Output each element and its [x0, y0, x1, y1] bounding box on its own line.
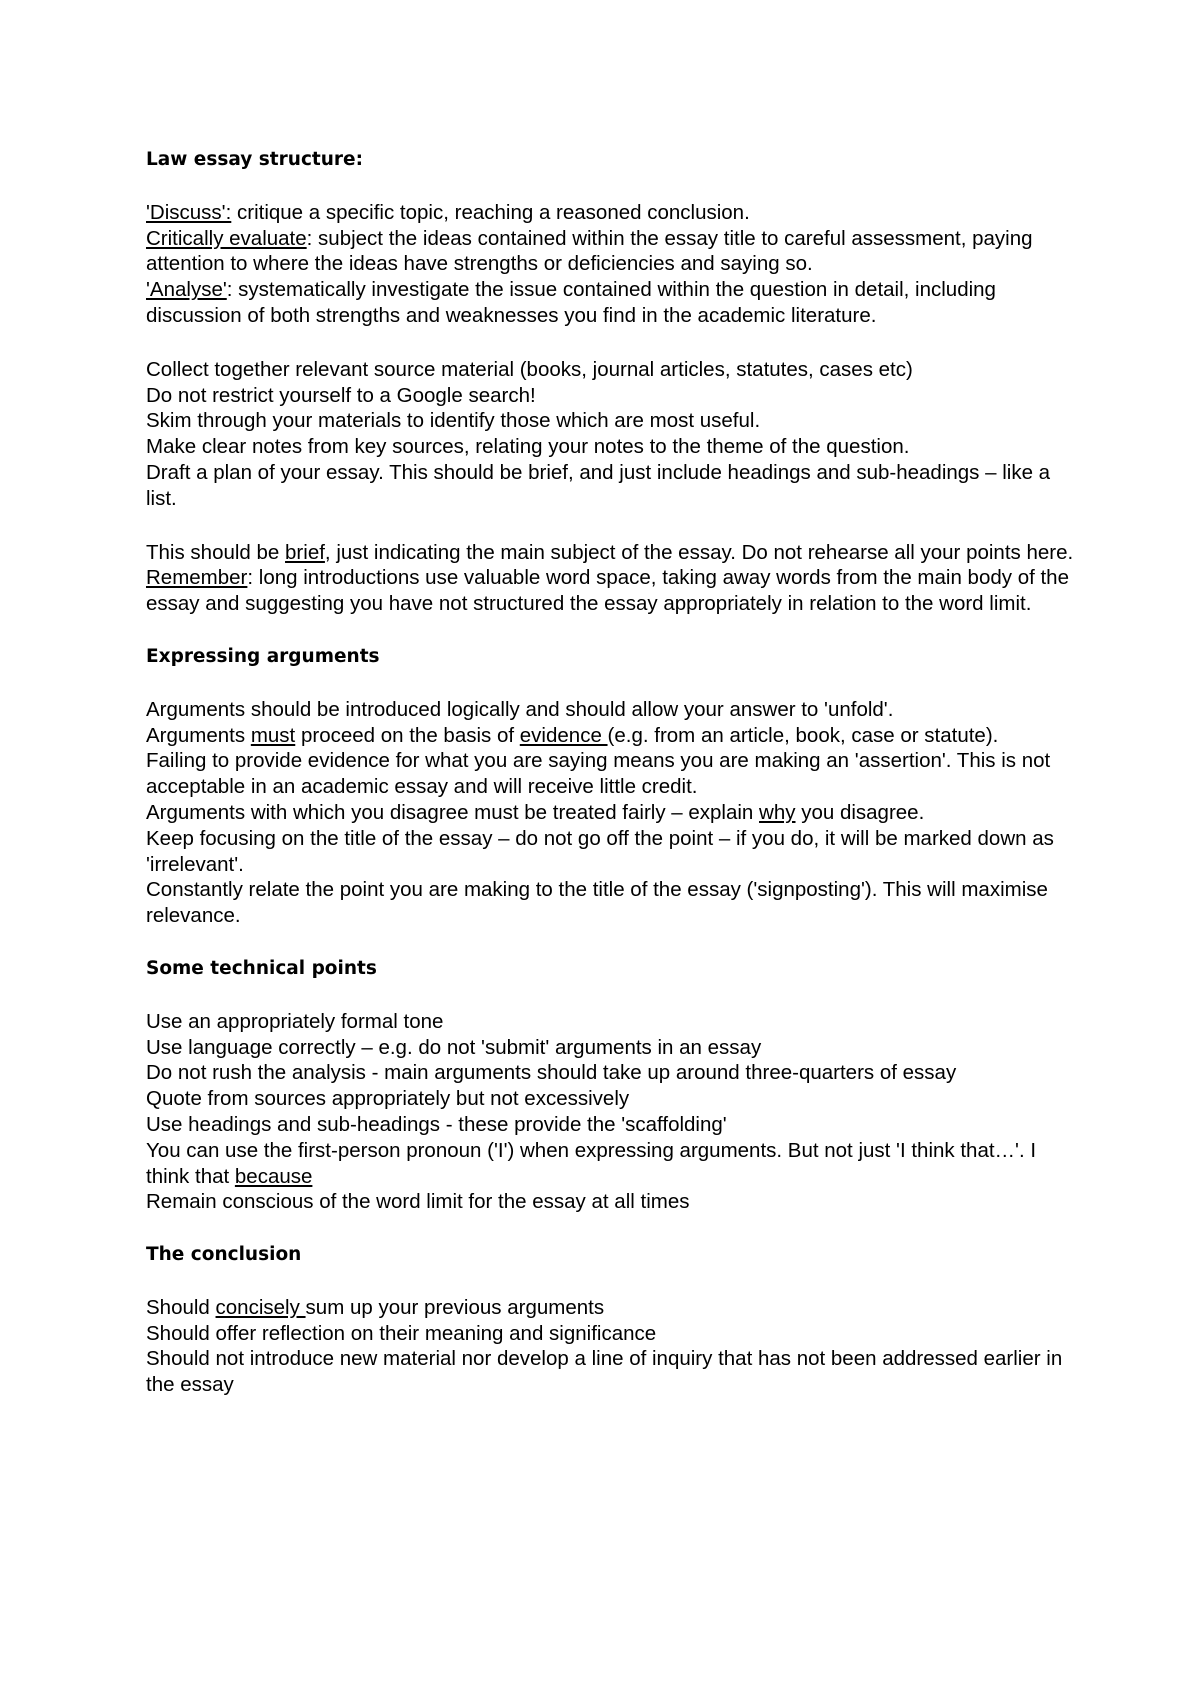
definition-analyse	[146, 277, 1076, 329]
conclusion-concisely-underlined: concisely	[215, 1295, 306, 1319]
definition-discuss	[146, 200, 1076, 226]
technical-l6-a: You can use the first-person pronoun ('I') when expressing arguments. But not just 'I think that…'. I think that	[146, 1138, 1037, 1188]
intro-brief-underlined: brief	[285, 540, 325, 564]
expressing-l2-a: Arguments	[146, 723, 251, 747]
term-discuss: 'Discuss':	[146, 200, 232, 224]
preparation-line-4: Make clear notes from key sources, relating your notes to the theme of the question.	[146, 435, 910, 459]
preparation-line-3: Skim through your materials to identify those which are most useful.	[146, 409, 761, 433]
intro-text-b: , just indicating the main subject of the essay. Do not rehearse all your points here.	[324, 540, 1074, 564]
conclusion-l1-a: Should	[146, 1295, 216, 1319]
technical-because-underlined: because	[234, 1164, 313, 1188]
definition-critically-evaluate-text: : subject the ideas contained within the essay title to careful assessment, paying attention to where the ideas have strengths or deficiencies and saying so.	[146, 226, 1033, 276]
conclusion-line-1	[146, 1295, 1076, 1321]
technical-line-2: Use language correctly – e.g. do not 'submit' arguments in an essay	[146, 1035, 762, 1059]
document-title: Law essay structure:	[146, 149, 363, 170]
heading-technical-points: Some technical points	[146, 957, 377, 979]
intro-remember-underlined: Remember	[146, 566, 248, 590]
definition-analyse-text: : systematically investigate the issue contained within the question in detail, including discussion of both strengths and weaknesses you find in the academic literature.	[146, 278, 996, 327]
intro-text-a: This should be	[146, 540, 286, 564]
conclusion-line-3: Should not introduce new material nor develop a line of inquiry that has not been addressed earlier in the essay	[146, 1347, 1063, 1397]
heading-expressing-arguments: Expressing arguments	[146, 645, 380, 667]
technical-line-7: Remain conscious of the word limit for the essay at all times	[146, 1190, 690, 1214]
introduction-paragraph-1	[146, 540, 1076, 566]
expressing-line-3: Failing to provide evidence for what you are saying means you are making an 'assertion'. This is not acceptable in an academic essay and will receive little credit.	[146, 749, 1051, 799]
definition-critically-evaluate	[146, 226, 1076, 278]
preparation-line-2: Do not restrict yourself to a Google search!	[146, 383, 536, 407]
technical-line-3: Do not rush the analysis - main arguments should take up around three-quarters of essay	[146, 1061, 957, 1085]
technical-line-5: Use headings and sub-headings - these provide the 'scaffolding'	[146, 1112, 727, 1136]
expressing-l2-c: (e.g. from an article, book, case or statute).	[607, 723, 999, 747]
preparation-line-5: Draft a plan of your essay. This should be brief, and just include headings and sub-headings – like a list.	[146, 460, 1051, 510]
document-body	[146, 147, 1076, 1398]
definition-discuss-text: critique a specific topic, reaching a reasoned conclusion.	[231, 200, 750, 224]
technical-line-4: Quote from sources appropriately but not excessively	[146, 1087, 630, 1111]
expressing-l2-b: proceed on the basis of	[295, 723, 520, 747]
expressing-line-5: Keep focusing on the title of the essay – do not go off the point – if you do, it will be marked down as 'irrelevant'.	[146, 826, 1054, 876]
preparation-line-1: Collect together relevant source material (books, journal articles, statutes, cases etc)	[146, 357, 913, 381]
expressing-l4-b: you disagree.	[795, 800, 925, 824]
heading-conclusion: The conclusion	[146, 1244, 302, 1266]
expressing-must-underlined: must	[250, 723, 296, 747]
intro-remember-text: : long introductions use valuable word space, taking away words from the main body of the essay and suggesting you have not structured the essay appropriately in relation to the word limit.	[146, 566, 1069, 616]
conclusion-l1-b: sum up your previous arguments	[305, 1295, 605, 1319]
introduction-paragraph-2	[146, 565, 1076, 617]
conclusion-line-2: Should offer reflection on their meaning and significance	[146, 1321, 657, 1345]
term-critically-evaluate: Critically evaluate	[146, 226, 307, 250]
expressing-line-2	[146, 723, 1076, 749]
technical-line-1: Use an appropriately formal tone	[146, 1009, 444, 1033]
expressing-line-4	[146, 800, 1076, 826]
expressing-why-underlined: why	[759, 800, 796, 824]
expressing-l4-a: Arguments with which you disagree must be treated fairly – explain	[146, 800, 760, 824]
expressing-line-1: Arguments should be introduced logically and should allow your answer to 'unfold'.	[146, 697, 894, 721]
technical-line-6	[146, 1138, 1076, 1190]
expressing-line-6: Constantly relate the point you are making to the title of the essay ('signposting'). This will maximise relevance.	[146, 878, 1048, 928]
term-analyse: 'Analyse'	[146, 278, 227, 302]
expressing-evidence-underlined: evidence	[519, 723, 608, 747]
